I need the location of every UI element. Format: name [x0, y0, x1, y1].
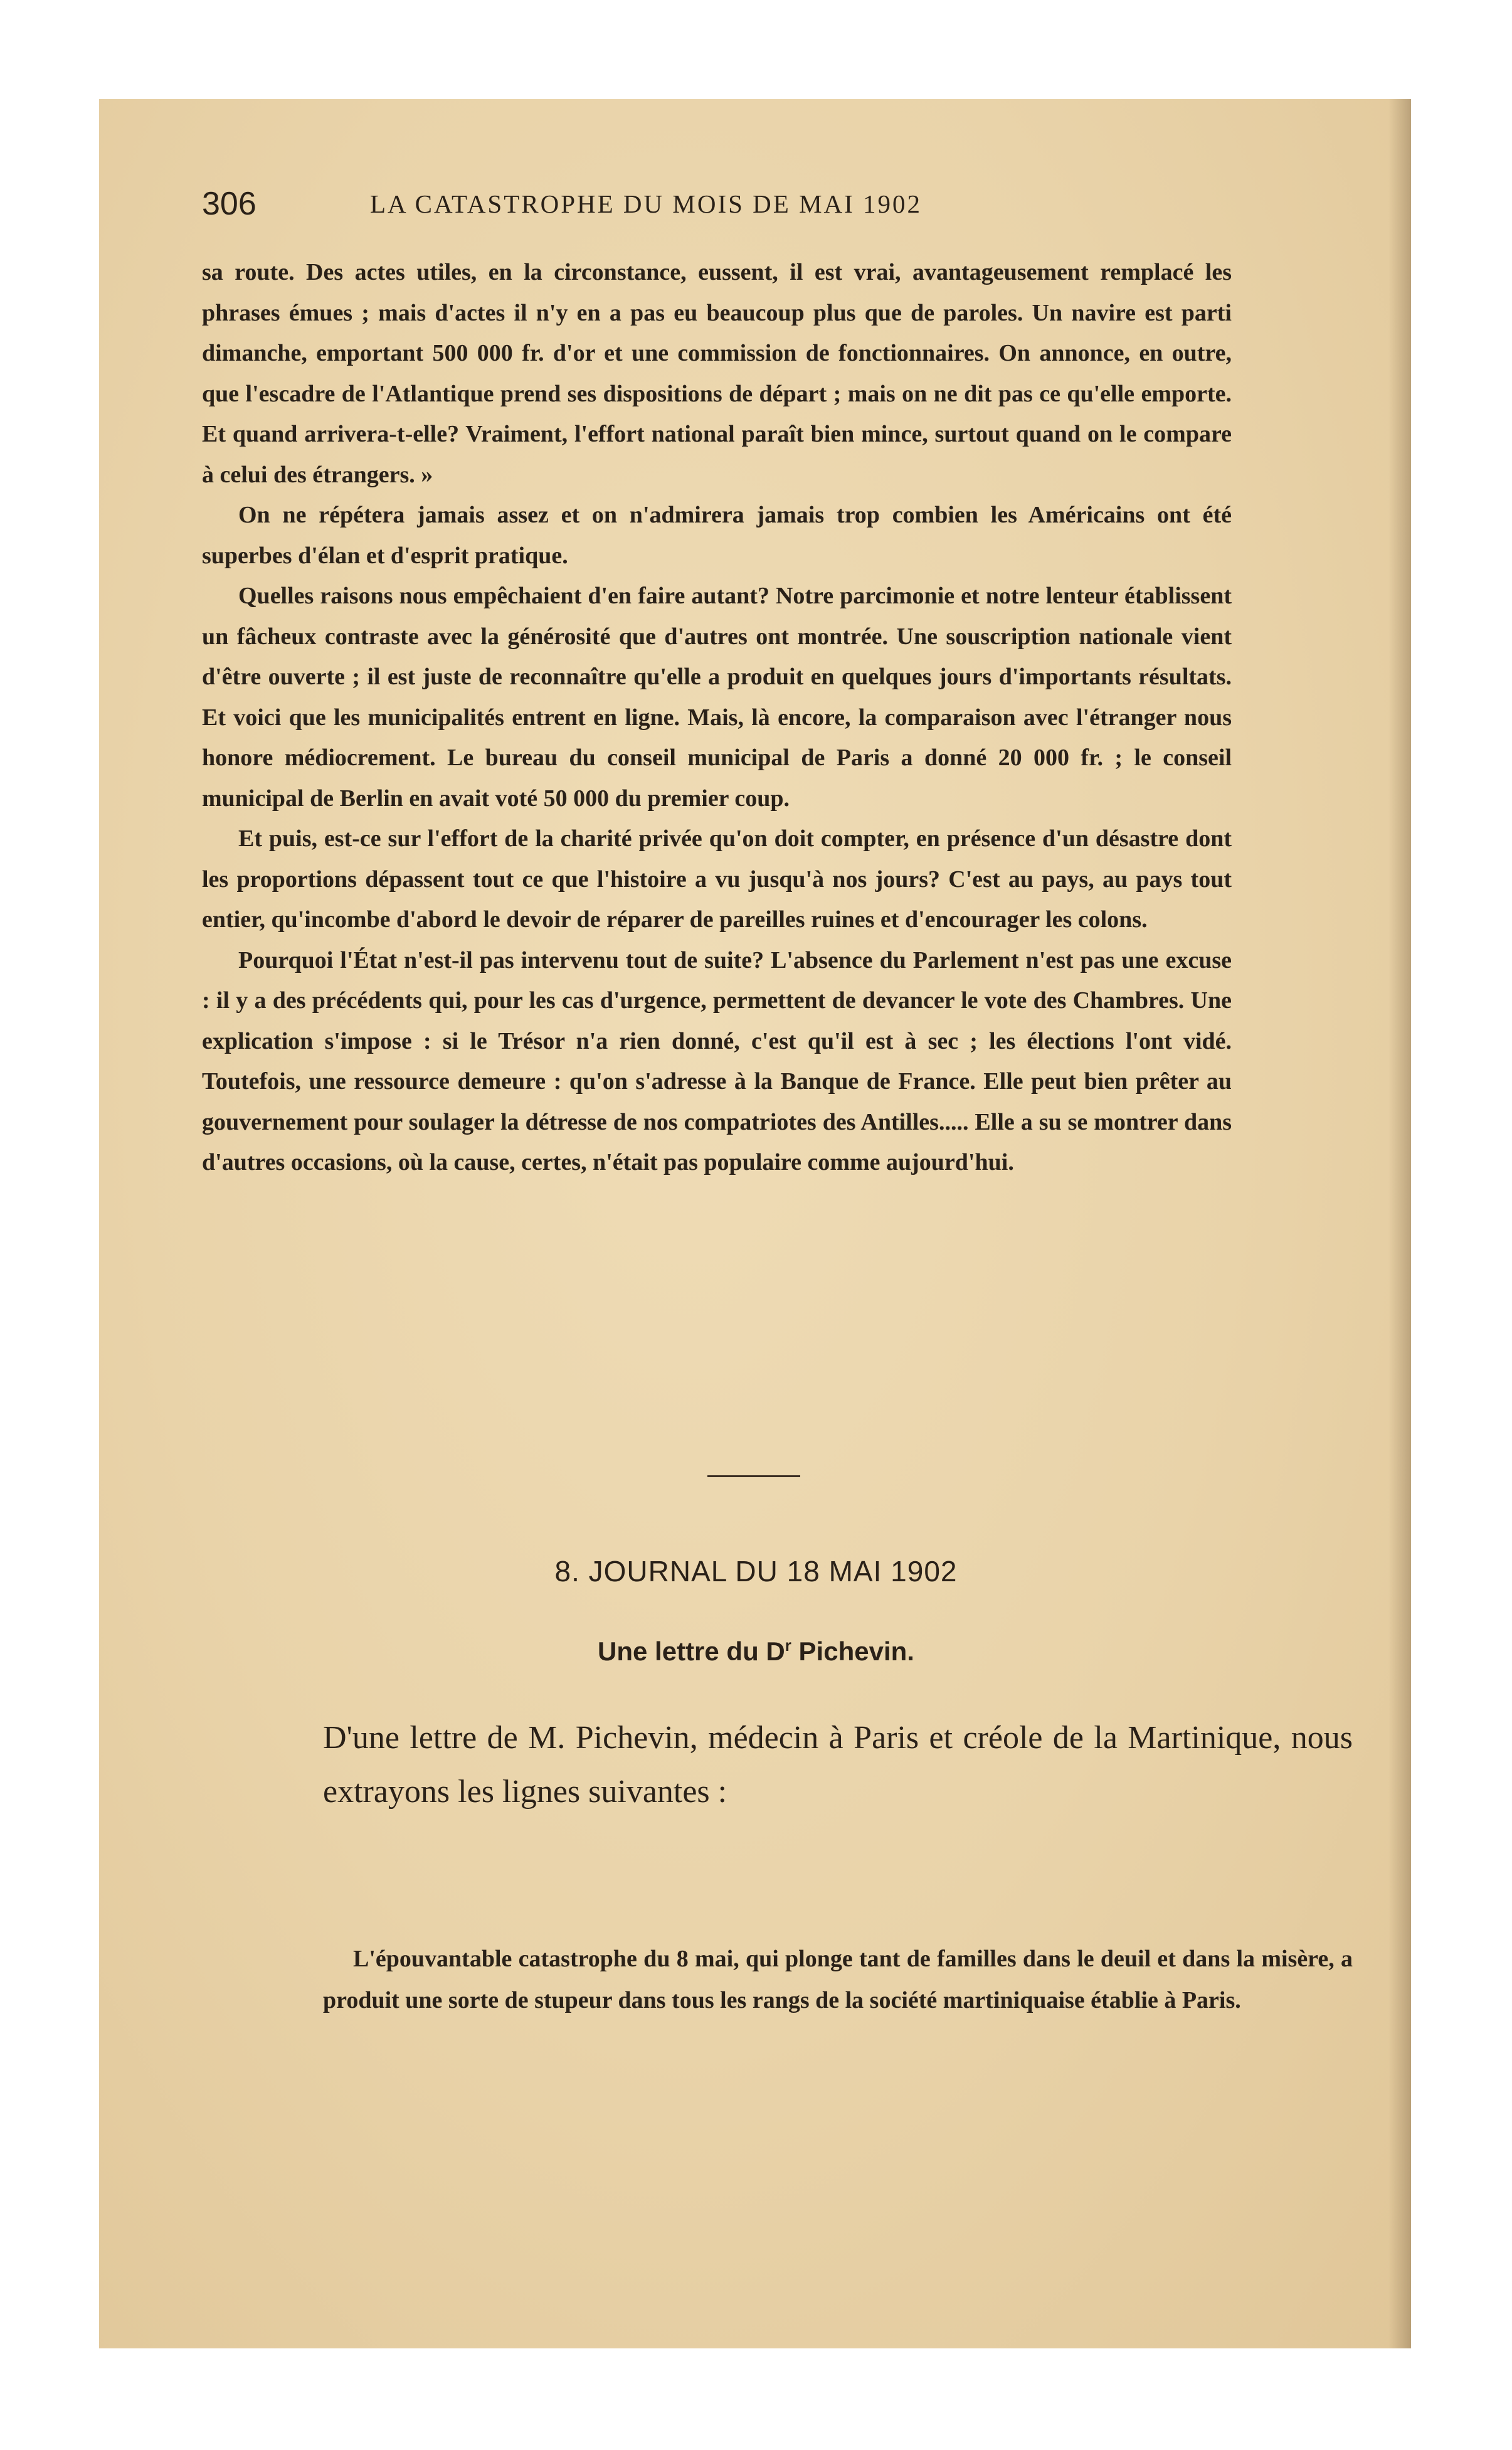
intro-text: [323, 1711, 1353, 1819]
paragraph: Quelles raisons nous empêchaient d'en faire autant? Notre parcimonie et notre lenteur établissent un fâcheux contraste avec la générosité que d'autres ont montrée. Une souscription nationale vient d'être ouverte ; il est juste de reconnaître qu'elle a produit en quelques jours d'importants résultats. Et voici que les municipalités entrent en ligne. Mais, là encore, la comparaison avec l'étranger nous honore médiocrement. Le bureau du conseil municipal de Paris a donné 20 000 fr. ; le conseil municipal de Berlin en avait voté 50 000 du premier coup.: [202, 583, 1232, 812]
paragraph: Pourquoi l'État n'est-il pas intervenu tout de suite? L'absence du Parlement n'est pas une excuse : il y a des précédents qui, pour les cas d'urgence, permettent de devancer le vote des Chambres. Une explication s'impose : si le Trésor n'a rien donné, c'est qu'il est à sec ; les élections l'ont vidé. Toutefois, une ressource demeure : qu'on s'adresse à la Banque de France. Elle peut bien prêter au gouvernement pour soulager la détresse de nos compatriotes des Antilles..... Elle a su se montrer dans d'autres occasions, où la cause, certes, n'était pas populaire comme aujourd'hui.: [202, 947, 1232, 1175]
quote-paragraph: L'épouvantable catastrophe du 8 mai, qui plonge tant de familles dans le deuil et dans la misère, a produit une sorte de stupeur dans tous les rangs de la société martiniquaise établie à Paris.: [323, 1946, 1353, 2013]
section-subtitle: [0, 1636, 1512, 1667]
page-spine-shadow: [1388, 99, 1411, 2348]
subtitle-text-end: Pichevin.: [791, 1636, 914, 1666]
intro-paragraph: D'une lettre de M. Pichevin, médecin à Paris et créole de la Martinique, nous extrayons les lignes suivantes :: [323, 1720, 1353, 1810]
quoted-letter: [323, 1938, 1353, 2021]
section-title: 8. JOURNAL DU 18 MAI 1902: [554, 1555, 958, 1588]
paragraph: sa route. Des actes utiles, en la circonstance, eussent, il est vrai, avantageusement remplacé les phrases émues ; mais d'actes il n'y en a pas eu beaucoup plus que de paroles. Un navire est parti dimanche, emportant 500 000 fr. d'or et une commission de fonctionnaires. On annonce, en outre, que l'escadre de l'Atlantique prend ses dispositions de départ ; mais on ne dit pas ce qu'elle emporte. Et quand arrivera-t-elle? Vraiment, l'effort national paraît bien mince, surtout quand on le compare à celui des étrangers. »: [202, 259, 1232, 488]
page-number: 306: [202, 186, 256, 222]
running-head: [202, 185, 1254, 235]
subtitle-text: Une lettre du D: [598, 1636, 785, 1666]
paragraph: Et puis, est-ce sur l'effort de la charité privée qu'on doit compter, en présence d'un désastre dont les proportions dépassent tout ce que l'histoire a vu jusqu'à nos jours? C'est au pays, au pays tout entier, qu'incombe d'abord le devoir de réparer de pareilles ruines et d'encourager les colons.: [202, 825, 1232, 933]
paragraph: On ne répétera jamais assez et on n'admirera jamais trop combien les Américains ont été superbes d'élan et d'esprit pratique.: [202, 502, 1232, 569]
running-title: LA CATASTROPHE DU MOIS DE MAI 1902: [370, 189, 923, 218]
section-divider: [707, 1475, 800, 1477]
body-text: [202, 252, 1232, 1183]
subtitle-superscript: r: [785, 1636, 791, 1655]
